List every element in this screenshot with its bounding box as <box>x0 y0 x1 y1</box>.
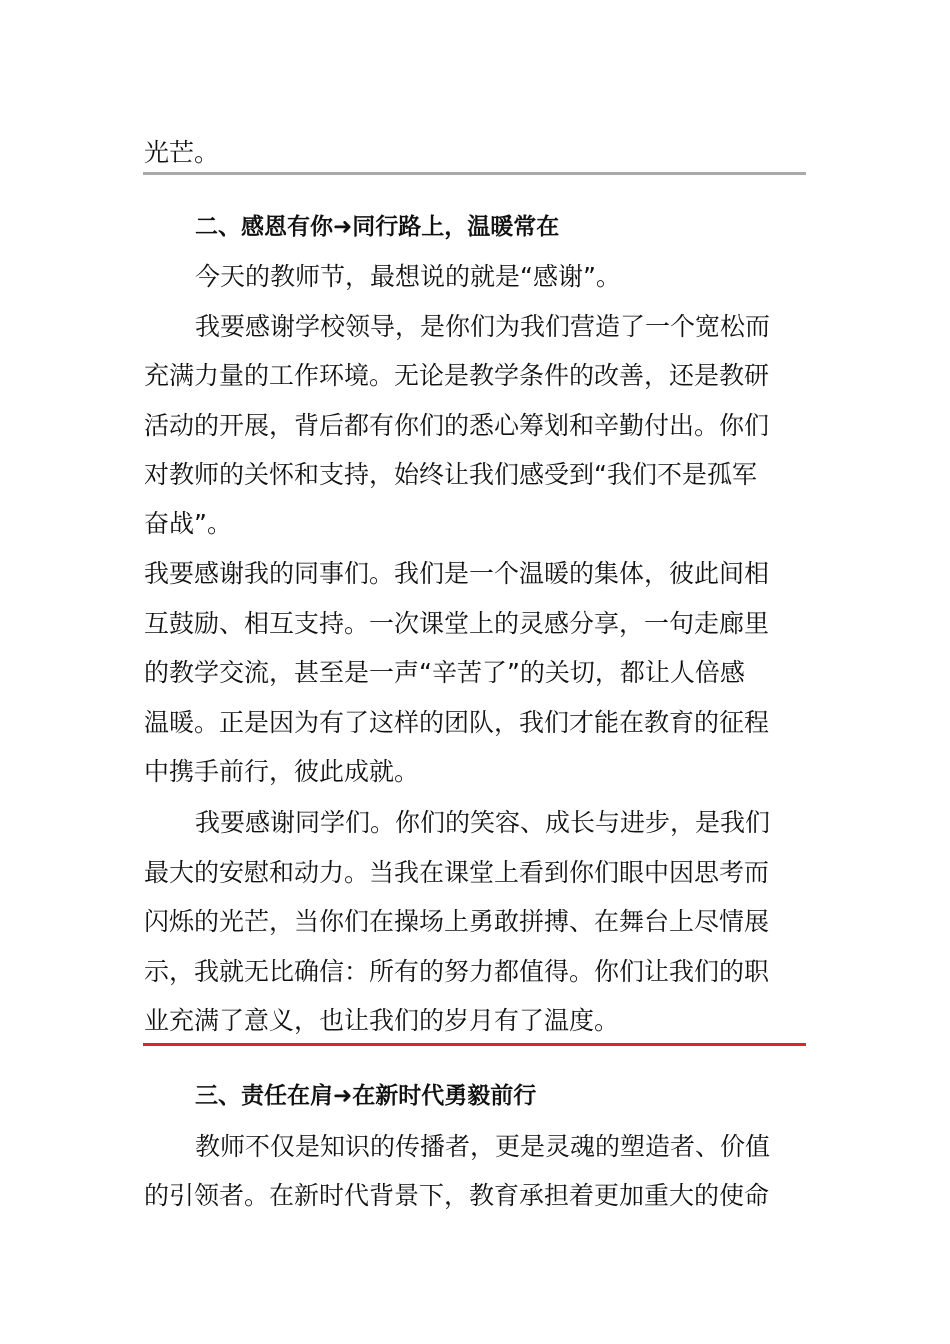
section-2-paragraph-2-line: 奋战”。 <box>144 509 232 538</box>
section-2-paragraph-3-line: 的教学交流，甚至是一声“辛苦了”的关切，都让人倍感 <box>144 658 745 687</box>
section-2-paragraph-2-line: 对教师的关怀和支持，始终让我们感受到“我们不是孤军 <box>144 460 757 489</box>
section-2-paragraph-4-line: 业充满了意义，也让我们的岁月有了温度。 <box>144 1006 620 1035</box>
section-2-paragraph-2-line: 充满力量的工作环境。无论是教学条件的改善，还是教研 <box>144 361 770 390</box>
section-2-paragraph-4-line: 示，我就无比确信：所有的努力都值得。你们让我们的职 <box>144 957 770 986</box>
section-2-paragraph-2-line: 活动的开展，背后都有你们的悉心筹划和辛勤付出。你们 <box>144 411 770 440</box>
section-3-paragraph-1-line: 的引领者。在新时代背景下，教育承担着更加重大的使命 <box>144 1181 770 1210</box>
section-2-paragraph-3-line: 互鼓励、相互支持。一次课堂上的灵感分享，一句走廊里 <box>144 609 770 638</box>
section-2-paragraph-4-line: 最大的安慰和动力。当我在课堂上看到你们眼中因思考而 <box>144 858 770 887</box>
paragraph-tail-line: 光芒。 <box>144 138 220 167</box>
section-2-paragraph-4-line: 我要感谢同学们。你们的笑容、成长与进步，是我们 <box>195 808 771 837</box>
section-2-paragraph-4-line: 闪烁的光芒，当你们在操场上勇敢拼搏、在舞台上尽情展 <box>144 907 770 936</box>
section-2-paragraph-3-line: 中携手前行，彼此成就。 <box>144 757 420 786</box>
section-2-paragraph-2-line: 我要感谢学校领导，是你们为我们营造了一个宽松而 <box>195 312 771 341</box>
section-2-paragraph-3-line: 温暖。正是因为有了这样的团队，我们才能在教育的征程 <box>144 708 770 737</box>
section-2-paragraph-3-line: 我要感谢我的同事们。我们是一个温暖的集体，彼此间相 <box>144 559 770 588</box>
section-2-paragraph-1-line: 今天的教师节，最想说的就是“感谢”。 <box>195 262 621 291</box>
section-3-paragraph-1-line: 教师不仅是知识的传播者，更是灵魂的塑造者、价值 <box>195 1132 771 1161</box>
section-divider-gray <box>143 172 806 175</box>
section-3-heading: 三、责任在肩➜在新时代勇毅前行 <box>195 1083 537 1109</box>
section-2-heading: 二、感恩有你➜同行路上，温暖常在 <box>195 214 560 240</box>
section-divider-red <box>143 1043 806 1046</box>
